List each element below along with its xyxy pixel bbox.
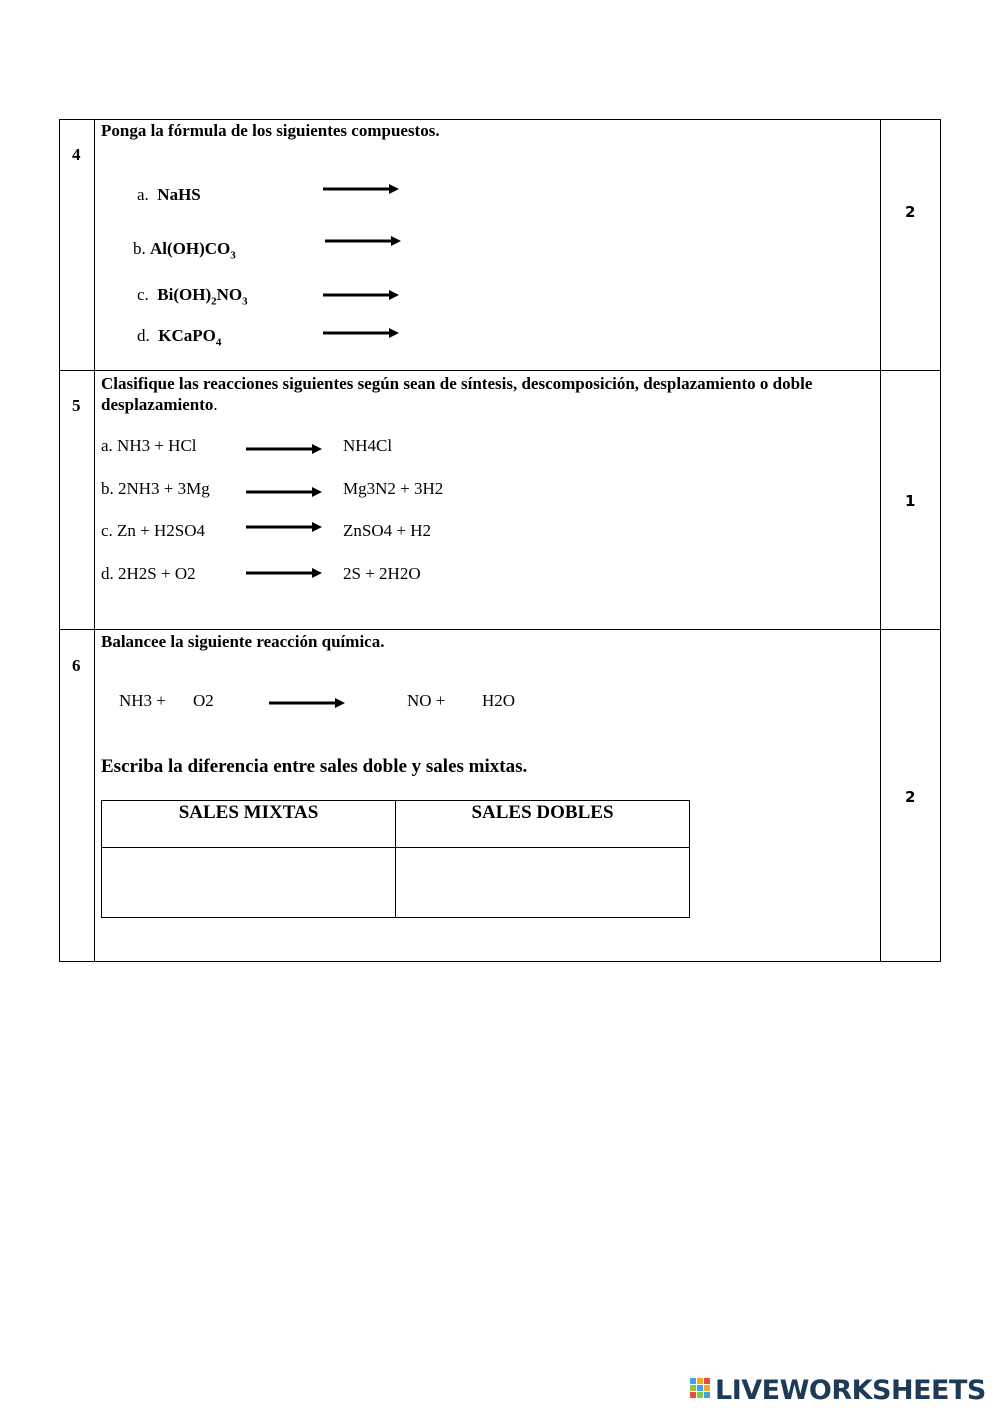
item-letter: a. xyxy=(137,185,149,204)
table-border-bottom xyxy=(59,961,941,962)
arrow-icon xyxy=(246,567,322,579)
question-number: 5 xyxy=(72,396,81,415)
formula: $Bi(OH)_2NO_3$ xyxy=(157,285,248,308)
item-c xyxy=(137,285,248,307)
product-2: H2O xyxy=(482,691,516,710)
table-header-mixtas: SALES MIXTAS xyxy=(178,802,319,823)
item-d xyxy=(137,326,221,348)
row-divider-1 xyxy=(59,370,941,371)
question-instruction: Balancee la siguiente reacción química. xyxy=(101,632,385,651)
question-instruction: Ponga la fórmula de los siguientes compuestos. xyxy=(101,121,440,140)
question-number: 4 xyxy=(72,145,81,164)
formula: $Al(OH)CO_3$ xyxy=(150,239,236,262)
points-value: 2 xyxy=(905,788,916,806)
arrow-icon xyxy=(323,289,399,301)
reactant-1: NH3 + xyxy=(119,691,166,710)
points-value: 1 xyxy=(905,492,916,510)
arrow-icon xyxy=(246,521,322,533)
answer-table-right xyxy=(689,800,690,918)
table-border-right xyxy=(940,119,941,962)
reaction-left: c. Zn + H2SO4 xyxy=(101,521,206,540)
formula: NaHS xyxy=(157,185,201,204)
reactant-2: O2 xyxy=(193,691,214,710)
reaction-left: b. 2NH3 + 3Mg xyxy=(101,479,210,498)
reaction-right: NH4Cl xyxy=(343,436,393,455)
arrow-icon xyxy=(246,443,322,455)
item-letter: c. xyxy=(137,285,149,304)
reaction-left: a. NH3 + HCl xyxy=(101,436,197,455)
reaction-right: ZnSO4 + H2 xyxy=(343,521,431,540)
question-instruction: Clasifique las reacciones siguientes según sean de síntesis, descomposición, desplazamiento o doble desplazamiento. xyxy=(101,374,813,414)
table-border-top xyxy=(59,119,941,120)
logo-text: LIVEWORKSHEETS xyxy=(715,1374,986,1406)
product-1: NO + xyxy=(407,691,446,710)
answer-cell-dobles[interactable] xyxy=(396,848,689,917)
table-header-dobles: SALES DOBLES xyxy=(471,802,614,823)
item-b xyxy=(133,239,236,261)
item-letter: b. xyxy=(133,239,146,258)
question-instruction-2: Escriba la diferencia entre sales doble y sales mixtas. xyxy=(101,756,528,777)
answer-cell-mixtas[interactable] xyxy=(102,848,395,917)
column-divider-1 xyxy=(94,119,95,962)
logo-icon xyxy=(690,1378,712,1402)
reaction-left: d. 2H2S + O2 xyxy=(101,564,196,583)
points-value: 2 xyxy=(905,203,916,221)
row-divider-2 xyxy=(59,629,941,630)
item-letter: d. xyxy=(137,326,150,345)
arrow-icon xyxy=(246,486,322,498)
arrow-icon xyxy=(323,183,399,195)
question-number: 6 xyxy=(72,656,81,675)
table-border-left xyxy=(59,119,60,962)
liveworksheets-logo xyxy=(690,1372,986,1408)
column-divider-2 xyxy=(880,119,881,962)
reaction-right: 2S + 2H2O xyxy=(343,564,421,583)
reaction-right: Mg3N2 + 3H2 xyxy=(343,479,444,498)
arrow-icon xyxy=(325,235,401,247)
item-a xyxy=(137,185,201,205)
arrow-icon xyxy=(269,697,345,709)
arrow-icon xyxy=(323,327,399,339)
formula: KCaPO$_4$ xyxy=(158,326,222,349)
